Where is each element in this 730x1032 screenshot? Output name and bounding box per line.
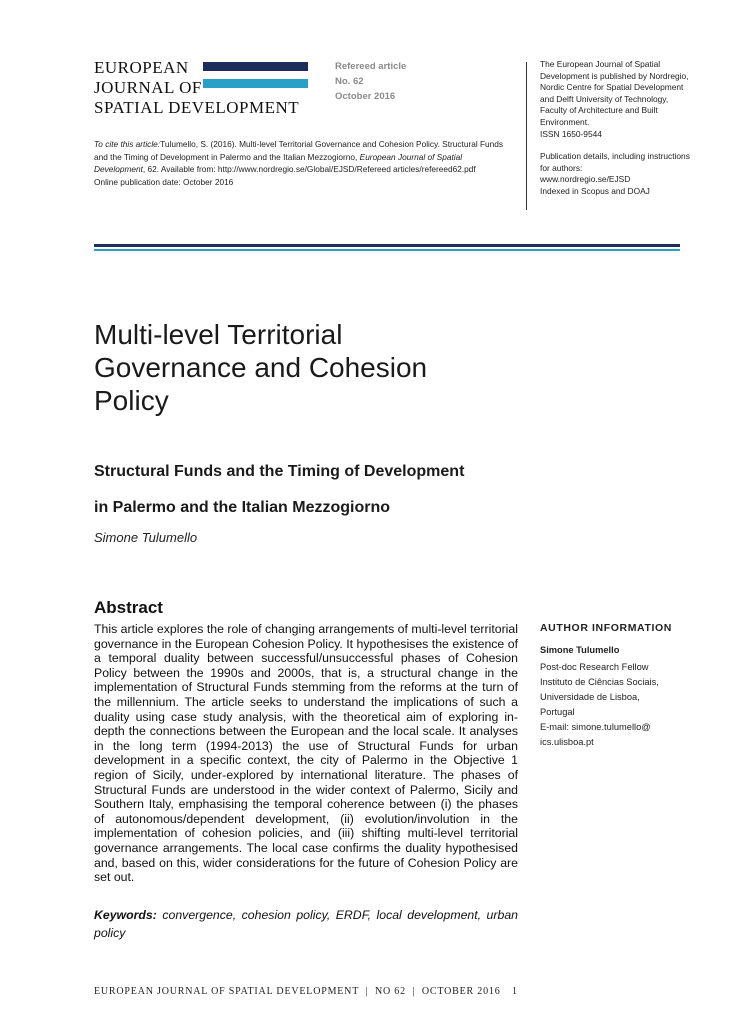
- abstract-heading: Abstract: [94, 598, 163, 617]
- article-title: [94, 318, 514, 417]
- logo-navy-bar: [203, 62, 308, 71]
- title-line-3: Policy: [94, 385, 169, 416]
- page-footer: EUROPEAN JOURNAL OF SPATIAL DEVELOPMENT | NO 62 | OCTOBER 2016: [94, 986, 501, 997]
- author-institute: Instituto de Ciências Sociais,: [540, 677, 659, 687]
- footer-date: OCTOBER 2016: [421, 986, 501, 997]
- author-country: Portugal: [540, 707, 575, 717]
- issn: ISSN 1650-9544: [540, 128, 602, 139]
- subtitle-line-1: Structural Funds and the Timing of Development: [94, 463, 465, 480]
- journal-url[interactable]: www.nordregio.se/EJSD: [540, 174, 631, 185]
- keywords: [94, 906, 518, 942]
- citation-journal: European Journal of Spatial Development: [94, 151, 463, 174]
- article-subtitle: [94, 454, 554, 526]
- footer-journal: EUROPEAN JOURNAL OF SPATIAL DEVELOPMENT: [94, 986, 359, 997]
- author-position: Post-doc Research Fellow: [540, 662, 649, 672]
- header-divider: [526, 62, 527, 210]
- page-number: 1: [512, 986, 517, 997]
- footer-number: NO 62: [374, 986, 406, 997]
- article-type: Refereed article: [335, 61, 407, 72]
- publication-details: Publication details, including instructions for authors:: [540, 151, 690, 173]
- header-rule-navy: [94, 244, 680, 247]
- article-author: Simone Tulumello: [94, 530, 198, 545]
- article-date: October 2016: [335, 91, 396, 102]
- title-line-1: Multi-level Territorial: [94, 319, 343, 350]
- publisher-description: The European Journal of Spatial Development is published by Nordregio, Nordic Centre for Spatial Development and Delft University of Technology, Faculty of Architecture and Built Environment.: [540, 59, 689, 127]
- author-email-line-1[interactable]: E-mail: simone.tulumello@: [540, 722, 651, 732]
- article-meta: [335, 59, 406, 104]
- abstract-body: This article explores the role of changing arrangements of multi-level territorial governance in the European Cohesion Policy. It hypothesises the existence of a temporal duality between successful/unsuccessful phases of Cohesion Policy between the 1990s and 2000s, that is, a structural change in the implementation of Structural Funds stemming from the reforms at the turn of the millennium. The article seeks to understand the implications of such a duality using case study analysis, with the theoretical aim of exploring in-depth the connections between the European and the local scale. It analyses in the long term (1994-2013) the use of Structural Funds for urban development in a specific context, the city of Palermo in the Objective 1 region of Sicily, under-explored by international literature. The phases of Structural Funds are understood in the wider context of Palermo, Sicily and Southern Italy, emphasising the temporal coherence between (i) the phases of autonomous/dependent development, (ii) evolution/involution in the implementation of cohesion policies, and (iii) shifting multi-level territorial governance arrangements. The local case confirms the duality hypothesised and, based on this, wider considerations for the future of Cohesion Policy are set out.: [94, 622, 518, 885]
- header-rule-cyan: [94, 249, 680, 251]
- online-date: Online publication date: October 2016: [94, 176, 234, 187]
- citation-text: Tulumello, S. (2016). Multi-level Territorial Governance and Cohesion Policy. Structural Funds and the Timing of Development in Palermo and the Italian Mezzogiorno,: [94, 139, 504, 162]
- subtitle-line-2: in Palermo and the Italian Mezzogiorno: [94, 499, 391, 516]
- citation: [94, 138, 514, 188]
- logo-line-2: JOURNAL OF: [94, 78, 202, 97]
- article-number: No. 62: [335, 76, 364, 87]
- author-info-details: [540, 660, 700, 750]
- author-info-heading: AUTHOR INFORMATION: [540, 622, 672, 634]
- keywords-label: Keywords:: [94, 908, 157, 922]
- author-university: Universidade de Lisboa,: [540, 692, 640, 702]
- logo-cyan-bar: [203, 79, 308, 88]
- citation-lead: To cite this article:: [94, 139, 161, 149]
- keywords-text: convergence, cohesion policy, ERDF, local development, urban policy: [94, 908, 518, 940]
- author-email-line-2[interactable]: ics.ulisboa.pt: [540, 737, 594, 747]
- publisher-info: [540, 59, 690, 209]
- logo-line-3: SPATIAL DEVELOPMENT: [94, 98, 300, 117]
- logo-line-1: EUROPEAN: [94, 58, 189, 77]
- author-info-name: Simone Tulumello: [540, 645, 620, 655]
- citation-link[interactable]: , 62. Available from: http://www.nordregio.se/Global/EJSD/Refereed articles/refereed62.pdf: [142, 164, 476, 174]
- title-line-2: Governance and Cohesion: [94, 352, 428, 383]
- indexing-info: Indexed in Scopus and DOAJ: [540, 185, 650, 196]
